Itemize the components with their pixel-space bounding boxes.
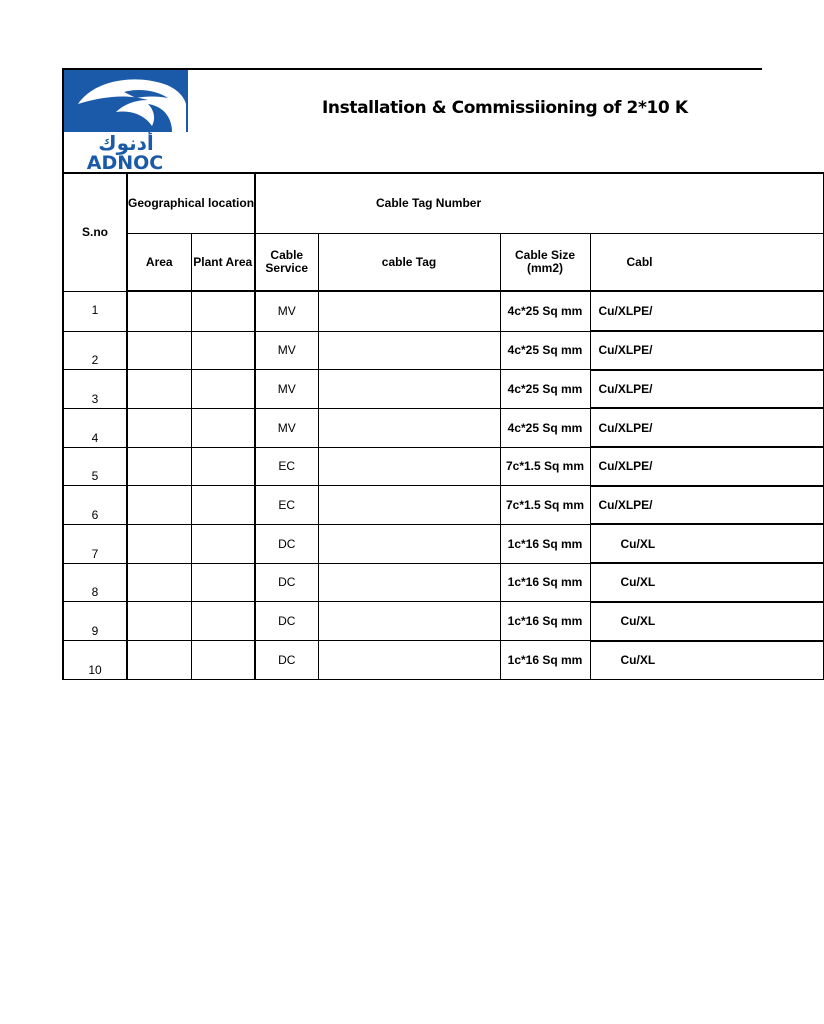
cell-plant-area [191,563,255,602]
table-row [63,641,823,680]
spreadsheet-page [62,68,688,680]
cell-plant-area [191,641,255,680]
cable-schedule-table [62,172,824,680]
cell-sno: 5 [63,447,127,486]
cell-cable-size: 4c*25 Sq mm [500,331,590,370]
table-row [63,602,823,641]
cell-sno: 4 [63,408,127,447]
table-body [63,291,823,679]
table-row [63,331,823,370]
cell-plant-area [191,602,255,641]
cell-area [127,447,191,486]
cell-plant-area [191,486,255,525]
adnoc-logo [64,70,188,174]
cell-cable-service: DC [255,641,318,680]
header-cable-tag-number: Cable Tag Number [255,173,823,233]
cell-area [127,486,191,525]
cell-cable-service: MV [255,408,318,447]
cell-area [127,563,191,602]
cell-cable-tag [318,447,500,486]
cell-area [127,331,191,370]
cell-cable-type: Cu/XLPE/ [590,331,823,370]
cell-cable-tag [318,408,500,447]
cell-cable-type: Cu/XLPE/ [590,370,823,409]
cell-cable-type: Cu/XLPE/ [590,447,823,486]
cell-area [127,641,191,680]
header-cable-type: Cabl [590,233,823,291]
cell-sno: 10 [63,641,127,680]
cell-cable-service: DC [255,602,318,641]
cell-cable-tag [318,641,500,680]
cell-cable-size: 4c*25 Sq mm [500,370,590,409]
cell-cable-tag [318,602,500,641]
cell-cable-size: 1c*16 Sq mm [500,524,590,563]
header-cable-tag: cable Tag [318,233,500,291]
cell-cable-size: 1c*16 Sq mm [500,602,590,641]
cell-area [127,370,191,409]
cell-cable-service: EC [255,447,318,486]
cell-sno: 8 [63,563,127,602]
cell-cable-tag [318,370,500,409]
table-row [63,447,823,486]
cell-area [127,602,191,641]
cell-cable-size: 1c*16 Sq mm [500,641,590,680]
cell-cable-type: Cu/XL [590,563,823,602]
cell-cable-size: 7c*1.5 Sq mm [500,486,590,525]
table-row [63,524,823,563]
header-geographical-location: Geographical location [127,173,255,233]
cell-cable-tag [318,331,500,370]
cell-area [127,524,191,563]
cell-cable-type: Cu/XLPE/ [590,408,823,447]
cell-cable-service: MV [255,331,318,370]
cell-area [127,408,191,447]
cell-cable-type: Cu/XLPE/ [590,486,823,525]
svg-text:أدنوك: أدنوك [98,131,154,155]
cell-cable-tag [318,486,500,525]
cell-sno: 3 [63,370,127,409]
cell-cable-service: DC [255,563,318,602]
cell-cable-tag [318,563,500,602]
cell-cable-size: 7c*1.5 Sq mm [500,447,590,486]
cell-cable-size: 4c*25 Sq mm [500,408,590,447]
cell-cable-tag [318,524,500,563]
cell-cable-size: 4c*25 Sq mm [500,291,590,331]
cell-cable-type: Cu/XL [590,641,823,680]
cell-plant-area [191,447,255,486]
cell-cable-service: DC [255,524,318,563]
cell-cable-service: EC [255,486,318,525]
cell-sno: 6 [63,486,127,525]
cell-cable-type: Cu/XL [590,602,823,641]
cell-plant-area [191,408,255,447]
header-plant-area: Plant Area [191,233,255,291]
header-area: Area [127,233,191,291]
cell-plant-area [191,331,255,370]
table-row [63,408,823,447]
cell-area [127,291,191,331]
cell-cable-service: MV [255,370,318,409]
cell-cable-type: Cu/XL [590,524,823,563]
header-sno: S.no [63,173,127,291]
cell-cable-tag [318,291,500,331]
table-row [63,370,823,409]
header-cable-size: Cable Size (mm2) [500,233,590,291]
table-row [63,563,823,602]
document-header [62,68,762,174]
cell-sno: 2 [63,331,127,370]
table-row [63,291,823,331]
header-cable-service: Cable Service [255,233,318,291]
cell-sno: 1 [63,291,127,331]
document-title: Installation & Commissiioning of 2*10 K [322,98,688,118]
cell-cable-size: 1c*16 Sq mm [500,563,590,602]
table-row [63,486,823,525]
cell-cable-type: Cu/XLPE/ [590,291,823,331]
cell-plant-area [191,524,255,563]
cell-plant-area [191,370,255,409]
cell-sno: 7 [63,524,127,563]
cell-plant-area [191,291,255,331]
cell-sno: 9 [63,602,127,641]
svg-text:ADNOC: ADNOC [86,152,164,174]
cell-cable-service: MV [255,291,318,331]
